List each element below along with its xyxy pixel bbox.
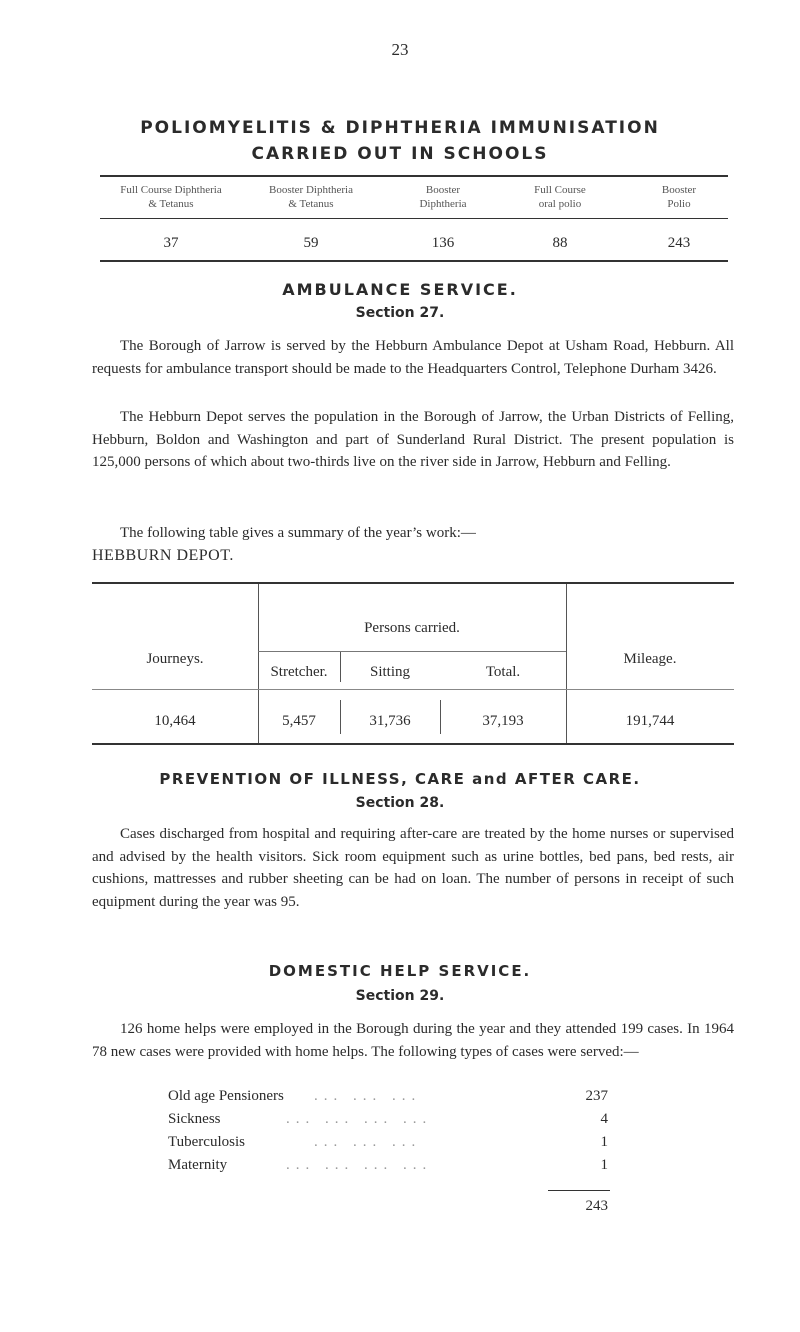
sitting-header: Sitting (369, 664, 410, 680)
case-value: 4 (600, 1111, 608, 1127)
mileage-value: 191,744 (625, 713, 675, 729)
col-5-header-line1: Booster (661, 184, 697, 196)
total-rule (548, 1190, 610, 1191)
sitting-value: 31,736 (369, 713, 411, 729)
col-4-header-line1: Full Course (534, 184, 586, 196)
case-value: 1 (600, 1134, 608, 1150)
stretcher-value: 5,457 (282, 713, 316, 729)
case-value: 1 (600, 1157, 608, 1173)
col-4-header-line2: oral polio (538, 198, 582, 210)
domestic-para-text: 126 home helps were employed in the Borough during the year and they attended 199 cases. In 1964 78 new cases were provided with home helps. The following types of cases were served:— (92, 1021, 734, 1060)
domestic-para (92, 1018, 734, 1063)
page-number: 23 (391, 40, 409, 59)
domestic-section: Section 29. (355, 988, 445, 1004)
persons-sub-rule (258, 651, 566, 652)
col-5-header-line2: Polio (667, 198, 691, 210)
immunisation-col-1-value: 37 (163, 235, 179, 251)
immunisation-col-1-header (100, 183, 242, 211)
depot-table-header-rule (92, 689, 734, 690)
list-item (168, 1088, 608, 1110)
col-2-header-line2: & Tetanus (288, 198, 334, 210)
depot-table-bottom-rule (92, 743, 734, 745)
depot-heading: HEBBURN DEPOT. (92, 547, 234, 564)
ambulance-section: Section 27. (355, 305, 445, 321)
depot-table-top-rule (92, 582, 734, 584)
ambulance-para-3-text: The following table gives a summary of the year’s work:— (120, 525, 476, 541)
total-value: 37,193 (482, 713, 524, 729)
mileage-header: Mileage. (623, 651, 677, 667)
ambulance-para-3 (92, 522, 734, 545)
journeys-header: Journeys. (146, 651, 204, 667)
immunisation-col-4-header (510, 183, 610, 211)
immunisation-col-3-value: 136 (431, 235, 455, 251)
list-item (168, 1134, 608, 1156)
case-label: Maternity (168, 1157, 228, 1173)
ambulance-para-2-text: The Hebburn Depot serves the population in the Borough of Jarrow, the Urban Districts of Felling, Hebburn, Boldon and Washington and part of Sunderland Rural District. The present population is 125,000 persons of which about two-thirds live on the river side in Jarrow, Hebburn and Felling. (92, 409, 734, 470)
total-header: Total. (485, 664, 521, 680)
domestic-title: DOMESTIC HELP SERVICE. (268, 962, 532, 980)
immunisation-col-5-value: 243 (667, 235, 691, 251)
list-item (168, 1157, 608, 1179)
prevention-title: PREVENTION OF ILLNESS, CARE and AFTER CARE. (159, 770, 641, 788)
ambulance-para-1-text: The Borough of Jarrow is served by the Hebburn Ambulance Depot at Usham Road, Hebburn. All requests for ambulance transport should be made to the Headquarters Control, Telephone Durham 3426. (92, 338, 734, 377)
prevention-section: Section 28. (355, 795, 445, 811)
col-1-header-line2: & Tetanus (148, 198, 194, 210)
prevention-para-text: Cases discharged from hospital and requiring after-care are treated by the home nurses or supervised and advised by the health visitors. Sick room equipment such as urine bottles, bed pans, bed rests, air cushions, mattresses and rubber sheeting can be had on loan. The number of persons in receipt of such equipment during the year was 95. (92, 826, 734, 910)
list-item (168, 1111, 608, 1133)
case-label: Old age Pensioners (168, 1088, 284, 1104)
journeys-value: 10,464 (154, 713, 196, 729)
ambulance-para-1 (92, 335, 734, 380)
leader-dots: ... ... ... ... (286, 1157, 433, 1173)
case-label: Sickness (168, 1111, 221, 1127)
persons-carried-header: Persons carried. (364, 620, 460, 636)
col-1-header-line1: Full Course Diphtheria (120, 184, 222, 196)
ambulance-para-2 (92, 406, 734, 474)
immunisation-col-3-header (393, 183, 493, 211)
immunisation-bottom-rule (100, 260, 728, 262)
case-value: 237 (585, 1088, 608, 1104)
stretcher-header: Stretcher. (270, 664, 328, 680)
domestic-total: 243 (585, 1198, 608, 1214)
case-label: Tuberculosis (168, 1134, 245, 1150)
ambulance-title: AMBULANCE SERVICE. (282, 280, 518, 299)
immunisation-col-2-value: 59 (303, 235, 319, 251)
immunisation-title-line2: CARRIED OUT IN SCHOOLS (251, 144, 549, 164)
immunisation-col-2-header (245, 183, 377, 211)
col-2-header-line1: Booster Diphtheria (268, 184, 353, 196)
immunisation-title-line1: POLIOMYELITIS & DIPHTHERIA IMMUNISATION (140, 118, 660, 138)
col-3-header-line1: Booster (425, 184, 461, 196)
col-3-header-line2: Diphtheria (419, 198, 467, 210)
prevention-para (92, 823, 734, 913)
immunisation-top-rule (100, 175, 728, 177)
leader-dots: ... ... ... (314, 1134, 422, 1150)
leader-dots: ... ... ... ... (286, 1111, 433, 1127)
immunisation-mid-rule (100, 218, 728, 219)
leader-dots: ... ... ... (314, 1088, 422, 1104)
immunisation-col-5-header (630, 183, 728, 211)
immunisation-col-4-value: 88 (552, 235, 568, 251)
